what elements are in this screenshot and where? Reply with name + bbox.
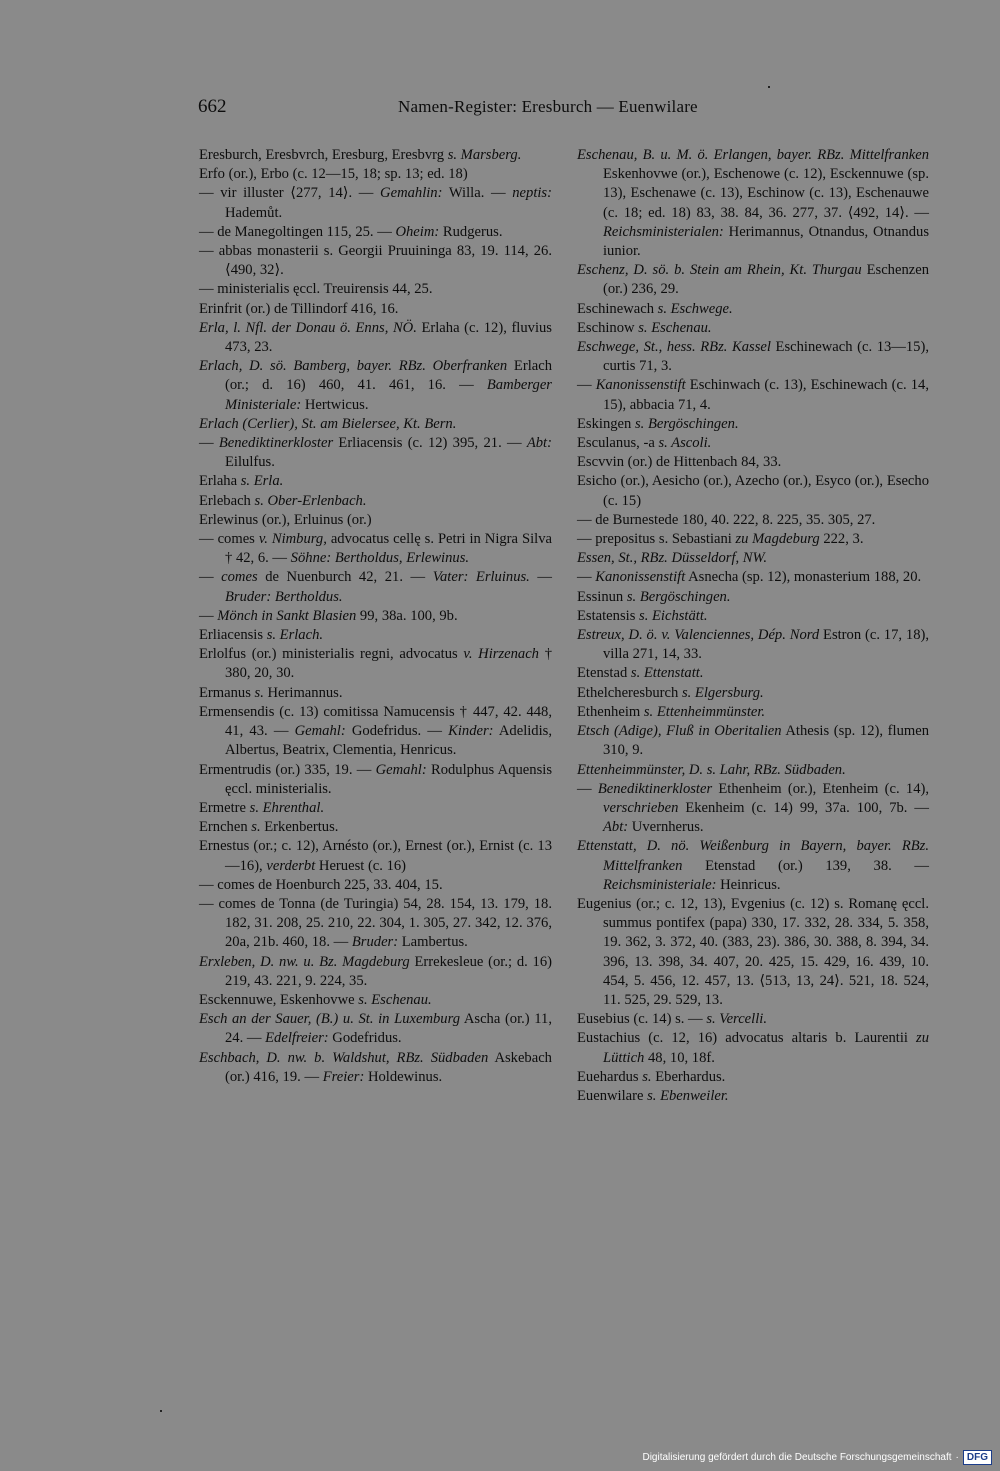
index-entry: Esch an der Sauer, (B.) u. St. in Luxemburg Ascha (or.) 11, 24. — Edelfreier: Godefridus. [199, 1011, 552, 1047]
index-entry: Eresburch, Eresbvrch, Eresburg, Eresbvrg s. Marsberg. [199, 147, 522, 163]
index-entry: — comes de Nuenburch 42, 21. — Vater: Erluinus. — Bruder: Bertholdus. [199, 569, 552, 605]
index-entry: Eskingen s. Bergöschingen. [577, 415, 739, 432]
index-entry: Eschinow s. Eschenau. [577, 319, 712, 336]
page-number: 662 [198, 96, 227, 117]
index-entry: Erlewinus (or.), Erluinus (or.) [199, 511, 372, 528]
running-head: Namen-Register: Eresburch — Euenwilare [398, 97, 698, 116]
index-entry: Ermensendis (c. 13) comitissa Namucensis † 447, 42. 448, 41, 43. — Gemahl: Godefridus. — Kinder: Adelidis, Albertus, Beatrix, Clementia, Henricus. [199, 703, 552, 759]
index-entry: Eustachius (c. 12, 16) advocatus altaris b. Laurentii zu Lüttich 48, 10, 18f. [577, 1030, 929, 1066]
index-entry: Eschenau, B. u. M. ö. Erlangen, bayer. RBz. Mittelfranken Eskenhovwe (or.), Eschenowe (c. 12), Esckennuwe (sp. 13), Eschenawe (c. 13), Eschinow (c. 13), Eschenauwe (c. 18; ed. 18) 83, 38. 84, 36. 277, 37. ⟨492, 14⟩. — Reichsministerialen: Herimannus, Otnandus, Otnandus iunior. [577, 147, 929, 260]
scan-speck [768, 86, 770, 88]
index-entry: Esculanus, -a s. Ascoli. [577, 435, 712, 452]
index-entry: Etsch (Adige), Fluß in Oberitalien Athesis (sp. 12), flumen 310, 9. [577, 723, 929, 759]
index-entry: Erlach (Cerlier), St. am Bielersee, Kt. Bern. [199, 415, 457, 432]
index-entry: Erla, l. Nfl. der Donau ö. Enns, NÖ. Erlaha (c. 12), fluvius 473, 23. [199, 319, 552, 356]
index-entry: Ethenheim s. Ettenheimmünster. [577, 703, 766, 720]
footer: Digitalisierung gefördert durch die Deutsche Forschungsgemeinschaft · DFG [642, 1450, 992, 1465]
index-entry: — de Manegoltingen 115, 25. — Oheim: Rudgerus. [199, 223, 503, 240]
index-entry: Essinun s. Bergöschingen. [577, 588, 731, 605]
index-entry: — prepositus s. Sebastiani zu Magdeburg 222, 3. [577, 531, 864, 548]
index-entry: Eschwege, St., hess. RBz. Kassel Eschinewach (c. 13—15), curtis 71, 3. [577, 339, 929, 375]
index-entry: Eschenz, D. sö. b. Stein am Rhein, Kt. Thurgau Eschenzen (or.) 236, 29. [577, 262, 930, 298]
index-entry: — comes v. Nimburg, advocatus cellę s. Petri in Nigra Silva † 42, 6. — Söhne: Bertholdus, Erlewinus. [199, 531, 552, 567]
index-entry: Erlebach s. Ober-Erlenbach. [199, 492, 367, 509]
index-entry: Eusebius (c. 14) s. — s. Vercelli. [577, 1011, 767, 1028]
index-entry: Erliacensis s. Erlach. [199, 627, 324, 644]
index-entry: — Kanonissenstift Eschinwach (c. 13), Eschinewach (c. 14, 15), abbacia 71, 4. [577, 377, 929, 413]
index-entry: Estatensis s. Eichstätt. [577, 607, 708, 624]
index-entry: Erxleben, D. nw. u. Bz. Magdeburg Errekesleue (or.; d. 16) 219, 43. 221, 9. 224, 35. [199, 953, 552, 989]
index-entry: — Kanonissenstift Asnecha (sp. 12), monasterium 188, 20. [577, 569, 922, 586]
right-column [577, 146, 929, 1106]
index-entry: Erinfrit (or.) de Tillindorf 416, 16. [199, 300, 399, 317]
index-entry: Ermetre s. Ehrenthal. [199, 799, 325, 816]
index-entry: — Mönch in Sankt Blasien 99, 38a. 100, 9b. [199, 607, 458, 624]
index-entry: Erfo (or.), Erbo (c. 12—15, 18; sp. 13; ed. 18) [199, 166, 468, 183]
index-entry: — vir illuster ⟨277, 14⟩. — Gemahlin: Willa. — neptis: Hademůt. [199, 185, 552, 221]
index-entry: Erlolfus (or.) ministerialis regni, advocatus v. Hirzenach † 380, 20, 30. [199, 646, 552, 682]
index-entry: Ermanus s. Herimannus. [199, 684, 343, 701]
index-entry: — Benediktinerkloster Erliacensis (c. 12) 395, 21. — Abt: Eilulfus. [199, 435, 552, 471]
index-entry: Erlach, D. sö. Bamberg, bayer. RBz. Oberfranken Erlach (or.; d. 16) 460, 41. 461, 16. — Bamberger Ministeriale: Hertwicus. [199, 358, 553, 413]
index-entry: — de Burnestede 180, 40. 222, 8. 225, 35. 305, 27. [577, 511, 876, 528]
index-entry: Euenwilare s. Ebenweiler. [577, 1087, 729, 1104]
index-entry: Esckennuwe, Eskenhovwe s. Eschenau. [199, 991, 432, 1008]
index-entry: Esicho (or.), Aesicho (or.), Azecho (or.), Esyco (or.), Esecho (c. 15) [577, 473, 929, 509]
index-entry: — Benediktinerkloster Ethenheim (or.), Etenheim (c. 14), verschrieben Ekenheim (c. 14) 99, 37a. 100, 7b. — Abt: Uvernherus. [577, 780, 930, 836]
index-entry: Ettenstatt, D. nö. Weißenburg in Bayern, bayer. RBz. Mittelfranken Etenstad (or.) 139, 38. — Reichsministeriale: Heinricus. [577, 838, 929, 893]
scan-speck [160, 1410, 162, 1412]
index-entry: Ernchen s. Erkenbertus. [199, 819, 339, 836]
index-entry: — ministerialis ęccl. Treuirensis 44, 25. [199, 281, 433, 298]
index-entry: Ernestus (or.; c. 12), Arnésto (or.), Ernest (or.), Ernist (c. 13—16), verderbt Heruest (c. 16) [199, 838, 552, 874]
index-entry: Escvvin (or.) de Hittenbach 84, 33. [577, 454, 782, 471]
dfg-logo: DFG [963, 1450, 992, 1465]
index-entry: Erlaha s. Erla. [199, 473, 284, 490]
index-entry: Ermentrudis (or.) 335, 19. — Gemahl: Rodulphus Aquensis ęccl. ministerialis. [199, 761, 552, 797]
index-entry: — comes de Hoenburch 225, 33. 404, 15. [199, 876, 443, 893]
index-entry: — abbas monasterii s. Georgii Pruuininga 83, 19. 114, 26. ⟨490, 32⟩. [199, 243, 552, 279]
index-entry: Ethelcheresburch s. Elgersburg. [577, 684, 764, 701]
index-entry: Estreux, D. ö. v. Valenciennes, Dép. Nord Estron (c. 17, 18), villa 271, 14, 33. [577, 627, 929, 663]
left-column [199, 146, 552, 1087]
index-entry: Eschinewach s. Eschwege. [577, 300, 733, 317]
index-entry: Ettenheimmünster, D. s. Lahr, RBz. Südbaden. [577, 761, 846, 778]
footer-text: Digitalisierung gefördert durch die Deutsche Forschungsgemeinschaft [642, 1452, 952, 1463]
index-entry: Eugenius (or.; c. 12, 13), Evgenius (c. 12) s. Romanę ęccl. summus pontifex (papa) 330, 17. 332, 28. 334, 5. 358, 19. 362, 3. 372, 40. (383, 23). 386, 30. 388, 8. 394, 34. 396, 13. 398, 34. 407, 20. 425, 15. 429, 16. 439, 10. 454, 5. 456, 12. 457, 13. ⟨513, 13, 24⟩. 521, 18. 524, 11. 525, 29. 529, 13. [577, 895, 929, 1008]
index-entry: — comes de Tonna (de Turingia) 54, 28. 154, 13. 179, 18. 182, 31. 208, 25. 210, 22. 304, 1. 305, 27. 342, 12. 376, 20a, 21b. 460, 18. — Bruder: Lambertus. [199, 895, 552, 951]
index-entry: Euehardus s. Eberhardus. [577, 1068, 726, 1085]
index-entry: Etenstad s. Ettenstatt. [577, 665, 704, 682]
index-entry: Essen, St., RBz. Düsseldorf, NW. [577, 550, 767, 567]
index-entry: Eschbach, D. nw. b. Waldshut, RBz. Südbaden Askebach (or.) 416, 19. — Freier: Holdewinus. [199, 1049, 552, 1085]
